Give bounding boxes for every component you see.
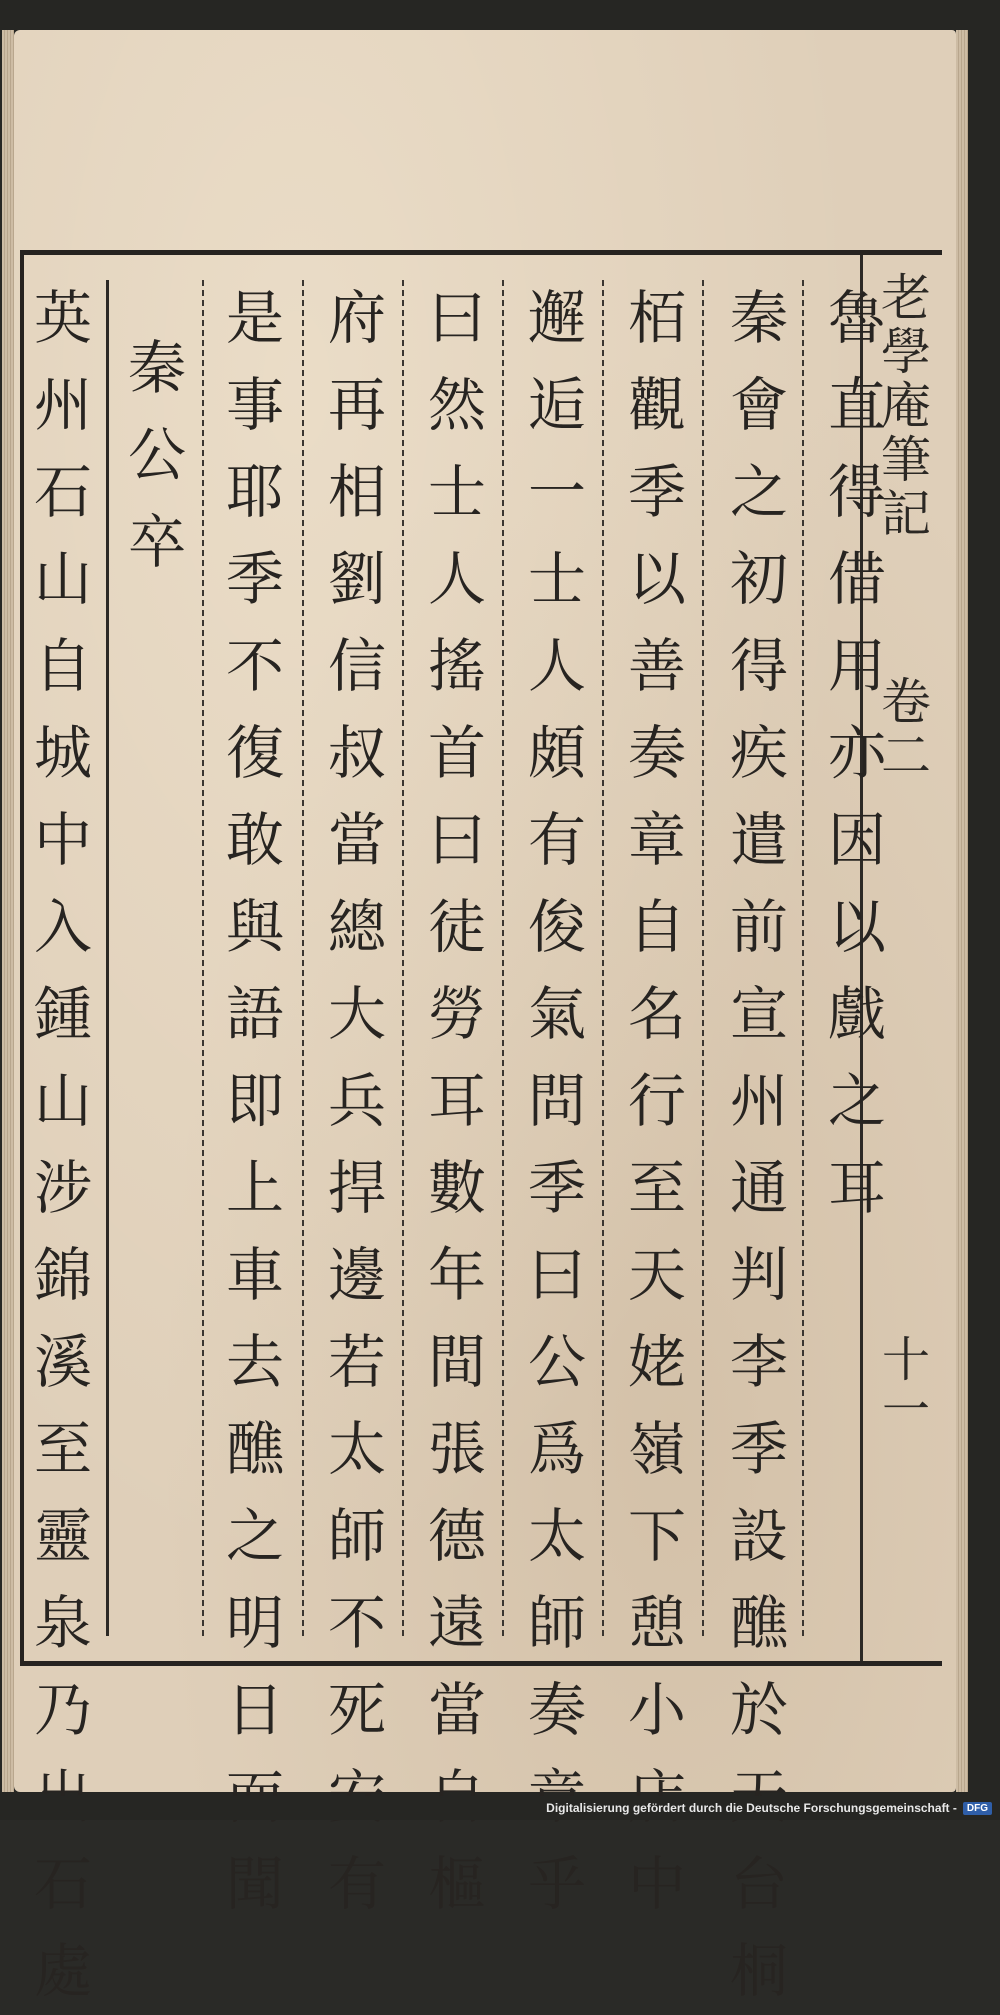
column-rule [202, 280, 204, 1636]
glyph: 山 [33, 1067, 92, 1135]
glyph: 二 [881, 727, 931, 785]
glyph: 自 [33, 632, 92, 700]
glyph: 與 [225, 893, 284, 961]
glyph: 有 [527, 806, 586, 874]
glyph: 公 [127, 421, 186, 489]
glyph: 秦 [729, 284, 788, 352]
text-column [714, 275, 804, 2005]
glyph: 山 [33, 545, 92, 613]
glyph: 會 [729, 371, 788, 439]
glyph: 至 [33, 1415, 92, 1483]
glyph: 邊 [327, 1241, 386, 1309]
text-column [112, 325, 202, 1641]
glyph: 因 [827, 806, 886, 874]
text-column [412, 275, 502, 1918]
glyph: 耳 [827, 1154, 886, 1222]
glyph: 得 [827, 458, 886, 526]
glyph: 年 [427, 1241, 486, 1309]
column-rule [302, 280, 304, 1636]
glyph: 老 [881, 269, 931, 327]
glyph: 醮 [729, 1589, 788, 1657]
glyph: 石 [33, 1850, 92, 1918]
glyph: 觀 [627, 371, 686, 439]
glyph: 處 [33, 1937, 92, 2005]
glyph: 人 [527, 632, 586, 700]
glyph: 一 [527, 458, 586, 526]
glyph: 卷 [881, 673, 931, 731]
glyph: 城 [33, 719, 92, 787]
glyph: 邂 [527, 284, 586, 352]
glyph: 設 [729, 1502, 788, 1570]
glyph: 事 [225, 371, 284, 439]
glyph: 聞 [225, 1850, 284, 1918]
glyph: 以 [627, 545, 686, 613]
glyph: 學 [881, 323, 931, 381]
glyph: 有 [327, 1850, 386, 1918]
glyph: 相 [327, 458, 386, 526]
glyph: 首 [427, 719, 486, 787]
glyph: 捍 [327, 1154, 386, 1222]
column-rule [502, 280, 504, 1636]
glyph: 逅 [527, 371, 586, 439]
glyph: 士 [427, 458, 486, 526]
glyph: 石 [33, 458, 92, 526]
glyph: 當 [427, 1676, 486, 1744]
glyph: 自 [627, 893, 686, 961]
glyph: 記 [881, 485, 931, 543]
glyph: 日 [225, 1676, 284, 1744]
glyph: 入 [33, 893, 92, 961]
glyph: 爲 [527, 1415, 586, 1483]
glyph: 曰 [527, 1241, 586, 1309]
glyph: 季 [225, 545, 284, 613]
glyph: 秦 [127, 334, 186, 402]
glyph: 上 [225, 1154, 284, 1222]
glyph: 小 [627, 1676, 686, 1744]
glyph: 以 [827, 893, 886, 961]
text-column [612, 275, 702, 1918]
glyph: 信 [327, 632, 386, 700]
glyph: 卒 [127, 508, 186, 576]
glyph: 不 [225, 632, 284, 700]
glyph: 行 [627, 1067, 686, 1135]
glyph: 於 [729, 1676, 788, 1744]
glyph: 奏 [627, 719, 686, 787]
glyph: 遣 [729, 806, 788, 874]
glyph: 初 [729, 545, 788, 613]
glyph: 季 [527, 1154, 586, 1222]
glyph: 州 [33, 371, 92, 439]
glyph: 通 [729, 1154, 788, 1222]
text-column [18, 275, 108, 2005]
glyph: 遠 [427, 1589, 486, 1657]
glyph: 泉 [33, 1589, 92, 1657]
glyph: 乎 [527, 1850, 586, 1918]
glyph: 州 [729, 1067, 788, 1135]
glyph: 之 [729, 458, 788, 526]
glyph: 李 [729, 1328, 788, 1396]
glyph: 即 [225, 1067, 284, 1135]
page-edge-left [2, 30, 14, 1792]
dfg-logo: DFG [963, 1802, 992, 1815]
glyph: 栢 [627, 284, 686, 352]
glyph: 英 [33, 284, 92, 352]
glyph: 曰 [427, 806, 486, 874]
glyph: 俊 [527, 893, 586, 961]
glyph: 季 [729, 1415, 788, 1483]
glyph: 頗 [527, 719, 586, 787]
glyph: 當 [327, 806, 386, 874]
glyph: 去 [225, 1328, 284, 1396]
glyph: 大 [327, 980, 386, 1048]
glyph: 勞 [427, 980, 486, 1048]
glyph: 曰 [427, 284, 486, 352]
text-column [210, 275, 300, 1918]
glyph: 太 [527, 1502, 586, 1570]
glyph: 若 [327, 1328, 386, 1396]
glyph: 前 [729, 893, 788, 961]
glyph: 姥 [627, 1328, 686, 1396]
glyph: 明 [225, 1589, 284, 1657]
glyph: 十 [881, 1332, 930, 1388]
glyph: 亦 [827, 719, 886, 787]
glyph: 士 [527, 545, 586, 613]
glyph: 錦 [33, 1241, 92, 1309]
glyph: 總 [327, 893, 386, 961]
glyph: 用 [827, 632, 886, 700]
glyph: 搖 [427, 632, 486, 700]
text-column [312, 275, 402, 1918]
glyph: 劉 [327, 545, 386, 613]
glyph: 氣 [527, 980, 586, 1048]
glyph: 復 [225, 719, 284, 787]
glyph: 語 [225, 980, 284, 1048]
glyph: 耶 [225, 458, 284, 526]
glyph: 善 [627, 632, 686, 700]
digitization-credit [0, 1796, 1000, 1820]
glyph: 靈 [33, 1502, 92, 1570]
glyph: 憩 [627, 1589, 686, 1657]
glyph: 問 [527, 1067, 586, 1135]
glyph: 宣 [729, 980, 788, 1048]
glyph: 中 [627, 1850, 686, 1918]
glyph: 敢 [225, 806, 284, 874]
glyph: 府 [327, 284, 386, 352]
glyph: 奏 [527, 1676, 586, 1744]
glyph: 至 [627, 1154, 686, 1222]
glyph: 筆 [881, 431, 931, 489]
glyph: 天 [627, 1241, 686, 1309]
glyph: 庵 [881, 377, 931, 435]
glyph: 台 [729, 1850, 788, 1918]
glyph: 是 [225, 284, 284, 352]
glyph: 之 [225, 1502, 284, 1570]
glyph: 不 [327, 1589, 386, 1657]
glyph: 數 [427, 1154, 486, 1222]
glyph: 涉 [33, 1154, 92, 1222]
glyph: 張 [427, 1415, 486, 1483]
text-column [812, 275, 902, 1641]
glyph: 季 [627, 458, 686, 526]
column-rule [702, 280, 704, 1636]
glyph: 車 [225, 1241, 284, 1309]
glyph: 溪 [33, 1328, 92, 1396]
glyph: 樞 [427, 1850, 486, 1918]
glyph: 師 [327, 1502, 386, 1570]
glyph: 徒 [427, 893, 486, 961]
glyph: 中 [33, 806, 92, 874]
glyph: 戲 [827, 980, 886, 1048]
glyph: 桐 [729, 1937, 788, 2005]
glyph: 下 [627, 1502, 686, 1570]
glyph: 嶺 [627, 1415, 686, 1483]
glyph: 判 [729, 1241, 788, 1309]
glyph: 公 [527, 1328, 586, 1396]
glyph: 死 [327, 1676, 386, 1744]
glyph: 章 [627, 806, 686, 874]
glyph: 師 [527, 1589, 586, 1657]
glyph: 疾 [729, 719, 788, 787]
glyph: 借 [827, 545, 886, 613]
glyph: 一 [881, 1382, 930, 1438]
glyph: 兵 [327, 1067, 386, 1135]
glyph: 乃 [33, 1676, 92, 1744]
glyph: 名 [627, 980, 686, 1048]
glyph: 直 [827, 371, 886, 439]
glyph: 德 [427, 1502, 486, 1570]
page-edge [956, 30, 968, 1792]
glyph: 魯 [827, 284, 886, 352]
glyph: 之 [827, 1067, 886, 1135]
glyph: 醮 [225, 1415, 284, 1483]
column-rule [402, 280, 404, 1636]
glyph: 人 [427, 545, 486, 613]
text-column [512, 275, 602, 1918]
column-rule [602, 280, 604, 1636]
glyph: 鍾 [33, 980, 92, 1048]
glyph: 太 [327, 1415, 386, 1483]
glyph: 然 [427, 371, 486, 439]
credit-text: Digitalisierung gefördert durch die Deutsche Forschungsgemeinschaft - [546, 1801, 957, 1815]
glyph: 再 [327, 371, 386, 439]
glyph: 得 [729, 632, 788, 700]
glyph: 耳 [427, 1067, 486, 1135]
glyph: 叔 [327, 719, 386, 787]
glyph: 間 [427, 1328, 486, 1396]
